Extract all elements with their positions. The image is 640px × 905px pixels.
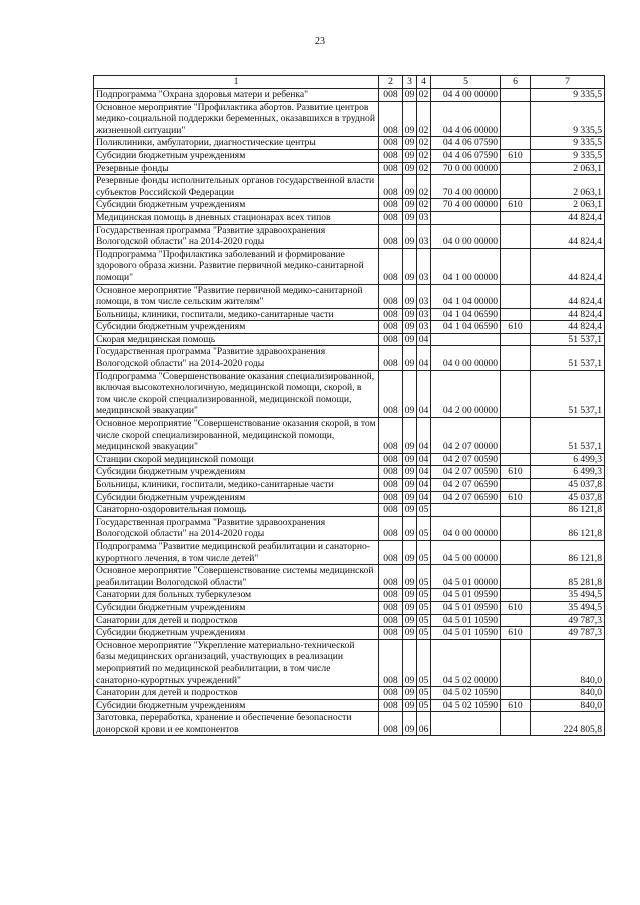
cell-amount: 9 335,5 <box>531 89 605 102</box>
table-row <box>94 149 605 162</box>
cell-expense-type: 610 <box>501 491 531 504</box>
cell-ministry-code: 008 <box>379 516 403 540</box>
cell-amount: 35 494,5 <box>531 601 605 614</box>
cell-expense-type <box>501 137 531 150</box>
cell-subsection-code: 05 <box>417 565 431 589</box>
cell-target-article: 04 0 00 00000 <box>431 346 501 370</box>
cell-target-article: 04 0 00 00000 <box>431 224 501 248</box>
cell-item-name: Подпрограмма "Охрана здоровья матери и ребенка" <box>94 89 379 102</box>
cell-amount: 51 537,1 <box>531 418 605 454</box>
cell-ministry-code: 008 <box>379 699 403 712</box>
cell-target-article: 04 1 04 06590 <box>431 321 501 334</box>
cell-item-name: Санаторно-оздоровительная помощь <box>94 504 379 517</box>
header-col-7: 7 <box>531 76 605 89</box>
cell-target-article: 04 5 01 09590 <box>431 589 501 602</box>
cell-ministry-code: 008 <box>379 614 403 627</box>
cell-ministry-code: 008 <box>379 491 403 504</box>
table-row <box>94 504 605 517</box>
cell-ministry-code: 008 <box>379 687 403 700</box>
cell-expense-type: 610 <box>501 149 531 162</box>
cell-item-name: Субсидии бюджетным учреждениям <box>94 491 379 504</box>
table-row <box>94 589 605 602</box>
cell-section-code: 09 <box>403 224 417 248</box>
cell-section-code: 09 <box>403 699 417 712</box>
cell-section-code: 09 <box>403 248 417 284</box>
header-col-1: 1 <box>94 76 379 89</box>
table-row <box>94 224 605 248</box>
table-row <box>94 418 605 454</box>
cell-ministry-code: 008 <box>379 308 403 321</box>
cell-amount: 45 037,8 <box>531 491 605 504</box>
table-row <box>94 639 605 686</box>
cell-item-name: Субсидии бюджетным учреждениям <box>94 627 379 640</box>
cell-subsection-code: 03 <box>417 248 431 284</box>
cell-target-article: 04 5 01 10590 <box>431 627 501 640</box>
cell-section-code: 09 <box>403 346 417 370</box>
cell-ministry-code: 008 <box>379 101 403 137</box>
cell-target-article: 04 2 07 06590 <box>431 479 501 492</box>
cell-expense-type <box>501 162 531 175</box>
cell-expense-type: 610 <box>501 199 531 212</box>
cell-target-article: 04 5 02 10590 <box>431 699 501 712</box>
cell-target-article: 04 2 00 00000 <box>431 370 501 417</box>
cell-subsection-code: 02 <box>417 175 431 199</box>
cell-subsection-code: 06 <box>417 712 431 736</box>
table-row <box>94 308 605 321</box>
table-row <box>94 565 605 589</box>
cell-section-code: 09 <box>403 540 417 564</box>
cell-expense-type <box>501 333 531 346</box>
cell-ministry-code: 008 <box>379 162 403 175</box>
cell-target-article: 04 2 07 00590 <box>431 466 501 479</box>
cell-item-name: Больницы, клиники, госпитали, медико-санитарные части <box>94 479 379 492</box>
cell-target-article: 04 1 00 00000 <box>431 248 501 284</box>
cell-section-code: 09 <box>403 565 417 589</box>
cell-expense-type <box>501 101 531 137</box>
cell-ministry-code: 008 <box>379 89 403 102</box>
header-col-5: 5 <box>431 76 501 89</box>
cell-subsection-code: 05 <box>417 627 431 640</box>
cell-subsection-code: 05 <box>417 699 431 712</box>
cell-expense-type <box>501 479 531 492</box>
cell-expense-type <box>501 589 531 602</box>
cell-section-code: 09 <box>403 453 417 466</box>
cell-section-code: 09 <box>403 175 417 199</box>
cell-item-name: Субсидии бюджетным учреждениям <box>94 321 379 334</box>
table-row <box>94 89 605 102</box>
cell-amount: 49 787,3 <box>531 614 605 627</box>
cell-amount: 2 063,1 <box>531 162 605 175</box>
cell-section-code: 09 <box>403 308 417 321</box>
cell-item-name: Основное мероприятие "Совершенствование оказания скорой, в том числе скорой специализированной, медицинской помощи, медицинской эвакуации" <box>94 418 379 454</box>
cell-item-name: Субсидии бюджетным учреждениям <box>94 199 379 212</box>
cell-amount: 44 824,4 <box>531 284 605 308</box>
cell-amount: 45 037,8 <box>531 479 605 492</box>
table-row <box>94 601 605 614</box>
cell-subsection-code: 02 <box>417 149 431 162</box>
cell-ministry-code: 008 <box>379 466 403 479</box>
cell-amount: 44 824,4 <box>531 211 605 224</box>
cell-item-name: Резервные фонды исполнительных органов государственной власти субъектов Российской Федерации <box>94 175 379 199</box>
cell-expense-type <box>501 504 531 517</box>
cell-expense-type <box>501 224 531 248</box>
cell-subsection-code: 05 <box>417 639 431 686</box>
cell-subsection-code: 05 <box>417 589 431 602</box>
cell-subsection-code: 02 <box>417 162 431 175</box>
cell-target-article: 04 5 01 09590 <box>431 601 501 614</box>
cell-section-code: 09 <box>403 614 417 627</box>
table-row <box>94 627 605 640</box>
table-body <box>94 89 605 736</box>
cell-ministry-code: 008 <box>379 712 403 736</box>
cell-amount: 9 335,5 <box>531 149 605 162</box>
cell-section-code: 09 <box>403 370 417 417</box>
cell-subsection-code: 04 <box>417 479 431 492</box>
header-col-3: 3 <box>403 76 417 89</box>
cell-ministry-code: 008 <box>379 248 403 284</box>
cell-expense-type <box>501 614 531 627</box>
cell-item-name: Субсидии бюджетным учреждениям <box>94 149 379 162</box>
cell-target-article: 70 4 00 00000 <box>431 199 501 212</box>
cell-expense-type <box>501 639 531 686</box>
cell-subsection-code: 04 <box>417 333 431 346</box>
table-row <box>94 614 605 627</box>
cell-subsection-code: 05 <box>417 687 431 700</box>
cell-expense-type <box>501 418 531 454</box>
cell-item-name: Основное мероприятие "Развитие первичной медико-санитарной помощи, в том числе сельским жителям" <box>94 284 379 308</box>
header-col-4: 4 <box>417 76 431 89</box>
cell-item-name: Санатории для детей и подростков <box>94 687 379 700</box>
table-row <box>94 137 605 150</box>
cell-target-article: 70 4 00 00000 <box>431 175 501 199</box>
cell-ministry-code: 008 <box>379 565 403 589</box>
cell-amount: 51 537,1 <box>531 370 605 417</box>
table-row <box>94 199 605 212</box>
cell-item-name: Подпрограмма "Профилактика заболеваний и формирование здорового образа жизни. Развитие первичной медико-санитарной помощи" <box>94 248 379 284</box>
cell-target-article: 04 2 07 00000 <box>431 418 501 454</box>
cell-section-code: 09 <box>403 199 417 212</box>
cell-section-code: 09 <box>403 89 417 102</box>
cell-target-article: 04 1 04 00000 <box>431 284 501 308</box>
cell-item-name: Государственная программа "Развитие здравоохранения Вологодской области" на 2014-2020 годы <box>94 224 379 248</box>
cell-ministry-code: 008 <box>379 504 403 517</box>
cell-expense-type <box>501 89 531 102</box>
cell-subsection-code: 05 <box>417 614 431 627</box>
cell-amount: 51 537,1 <box>531 333 605 346</box>
cell-expense-type <box>501 175 531 199</box>
cell-section-code: 09 <box>403 137 417 150</box>
cell-ministry-code: 008 <box>379 149 403 162</box>
cell-expense-type <box>501 370 531 417</box>
cell-target-article: 04 4 00 00000 <box>431 89 501 102</box>
cell-ministry-code: 008 <box>379 589 403 602</box>
table-row <box>94 712 605 736</box>
cell-section-code: 09 <box>403 321 417 334</box>
table-row <box>94 687 605 700</box>
header-col-6: 6 <box>501 76 531 89</box>
cell-target-article: 04 4 06 07590 <box>431 137 501 150</box>
cell-target-article: 04 5 02 10590 <box>431 687 501 700</box>
cell-subsection-code: 02 <box>417 101 431 137</box>
cell-target-article: 04 5 01 10590 <box>431 614 501 627</box>
cell-ministry-code: 008 <box>379 284 403 308</box>
table-row <box>94 479 605 492</box>
cell-section-code: 09 <box>403 589 417 602</box>
cell-target-article: 70 0 00 00000 <box>431 162 501 175</box>
table-row <box>94 333 605 346</box>
cell-item-name: Субсидии бюджетным учреждениям <box>94 466 379 479</box>
cell-amount: 44 824,4 <box>531 308 605 321</box>
cell-item-name: Больницы, клиники, госпитали, медико-санитарные части <box>94 308 379 321</box>
cell-target-article <box>431 333 501 346</box>
cell-ministry-code: 008 <box>379 627 403 640</box>
cell-subsection-code: 03 <box>417 224 431 248</box>
cell-target-article <box>431 504 501 517</box>
cell-ministry-code: 008 <box>379 175 403 199</box>
cell-amount: 9 335,5 <box>531 137 605 150</box>
cell-item-name: Государственная программа "Развитие здравоохранения Вологодской области" на 2014-2020 годы <box>94 516 379 540</box>
cell-target-article: 04 0 00 00000 <box>431 516 501 540</box>
cell-amount: 86 121,8 <box>531 516 605 540</box>
cell-subsection-code: 04 <box>417 453 431 466</box>
budget-table <box>93 75 605 736</box>
cell-section-code: 09 <box>403 687 417 700</box>
cell-section-code: 09 <box>403 418 417 454</box>
cell-amount: 6 499,3 <box>531 466 605 479</box>
cell-expense-type: 610 <box>501 321 531 334</box>
table-row <box>94 466 605 479</box>
cell-expense-type <box>501 284 531 308</box>
cell-expense-type: 610 <box>501 699 531 712</box>
cell-amount: 224 805,8 <box>531 712 605 736</box>
cell-subsection-code: 05 <box>417 601 431 614</box>
cell-subsection-code: 05 <box>417 540 431 564</box>
cell-item-name: Поликлиники, амбулатории, диагностические центры <box>94 137 379 150</box>
header-col-2: 2 <box>379 76 403 89</box>
cell-section-code: 09 <box>403 333 417 346</box>
table-row <box>94 321 605 334</box>
cell-expense-type <box>501 211 531 224</box>
table-row <box>94 453 605 466</box>
cell-amount: 44 824,4 <box>531 248 605 284</box>
table-row <box>94 491 605 504</box>
cell-section-code: 09 <box>403 712 417 736</box>
page-number: 23 <box>315 36 325 47</box>
cell-item-name: Скорая медицинская помощь <box>94 333 379 346</box>
cell-ministry-code: 008 <box>379 137 403 150</box>
cell-amount: 6 499,3 <box>531 453 605 466</box>
cell-section-code: 09 <box>403 504 417 517</box>
cell-expense-type <box>501 453 531 466</box>
cell-item-name: Санатории для детей и подростков <box>94 614 379 627</box>
cell-expense-type <box>501 540 531 564</box>
cell-section-code: 09 <box>403 627 417 640</box>
cell-expense-type <box>501 346 531 370</box>
cell-expense-type: 610 <box>501 627 531 640</box>
table-row <box>94 284 605 308</box>
cell-expense-type <box>501 687 531 700</box>
cell-ministry-code: 008 <box>379 370 403 417</box>
cell-amount: 840,0 <box>531 699 605 712</box>
cell-item-name: Подпрограмма "Совершенствование оказания специализированной, включая высокотехнологичную, медицинской помощи, скорой, в том числе скорой специализированной, медицинской помощи, медицинской эвакуации" <box>94 370 379 417</box>
cell-item-name: Резервные фонды <box>94 162 379 175</box>
cell-amount: 49 787,3 <box>531 627 605 640</box>
cell-section-code: 09 <box>403 601 417 614</box>
cell-expense-type: 610 <box>501 601 531 614</box>
cell-subsection-code: 03 <box>417 211 431 224</box>
cell-target-article: 04 4 06 00000 <box>431 101 501 137</box>
table-row <box>94 248 605 284</box>
cell-subsection-code: 03 <box>417 284 431 308</box>
cell-ministry-code: 008 <box>379 346 403 370</box>
cell-subsection-code: 02 <box>417 199 431 212</box>
cell-section-code: 09 <box>403 149 417 162</box>
cell-section-code: 09 <box>403 162 417 175</box>
cell-amount: 2 063,1 <box>531 175 605 199</box>
cell-expense-type <box>501 712 531 736</box>
cell-item-name: Станции скорой медицинской помощи <box>94 453 379 466</box>
cell-ministry-code: 008 <box>379 479 403 492</box>
cell-item-name: Заготовка, переработка, хранение и обеспечение безопасности донорской крови и ее компонентов <box>94 712 379 736</box>
cell-subsection-code: 04 <box>417 466 431 479</box>
cell-item-name: Подпрограмма "Развитие медицинской реабилитации и санаторно-курортного лечения, в том числе детей" <box>94 540 379 564</box>
cell-target-article: 04 2 07 00590 <box>431 453 501 466</box>
table-row <box>94 370 605 417</box>
cell-subsection-code: 02 <box>417 137 431 150</box>
table-row <box>94 699 605 712</box>
cell-amount: 44 824,4 <box>531 224 605 248</box>
cell-amount: 85 281,8 <box>531 565 605 589</box>
cell-item-name: Основное мероприятие "Совершенствование системы медицинской реабилитации Вологодской области" <box>94 565 379 589</box>
cell-expense-type <box>501 308 531 321</box>
cell-section-code: 09 <box>403 491 417 504</box>
cell-target-article: 04 1 04 06590 <box>431 308 501 321</box>
cell-amount: 2 063,1 <box>531 199 605 212</box>
cell-item-name: Санатории для больных туберкулезом <box>94 589 379 602</box>
cell-item-name: Субсидии бюджетным учреждениям <box>94 699 379 712</box>
cell-amount: 840,0 <box>531 687 605 700</box>
cell-item-name: Медицинская помощь в дневных стационарах всех типов <box>94 211 379 224</box>
cell-ministry-code: 008 <box>379 224 403 248</box>
table-row <box>94 346 605 370</box>
cell-target-article: 04 5 02 00000 <box>431 639 501 686</box>
cell-ministry-code: 008 <box>379 199 403 212</box>
cell-subsection-code: 04 <box>417 491 431 504</box>
cell-subsection-code: 04 <box>417 370 431 417</box>
cell-section-code: 09 <box>403 101 417 137</box>
table-row <box>94 516 605 540</box>
cell-amount: 35 494,5 <box>531 589 605 602</box>
cell-amount: 86 121,8 <box>531 540 605 564</box>
cell-section-code: 09 <box>403 479 417 492</box>
header-row <box>94 76 605 89</box>
cell-expense-type <box>501 248 531 284</box>
cell-section-code: 09 <box>403 639 417 686</box>
cell-expense-type <box>501 516 531 540</box>
cell-target-article: 04 5 01 00000 <box>431 565 501 589</box>
cell-target-article <box>431 712 501 736</box>
cell-subsection-code: 05 <box>417 504 431 517</box>
cell-ministry-code: 008 <box>379 453 403 466</box>
cell-ministry-code: 008 <box>379 211 403 224</box>
cell-section-code: 09 <box>403 284 417 308</box>
table-row <box>94 101 605 137</box>
cell-subsection-code: 04 <box>417 346 431 370</box>
cell-ministry-code: 008 <box>379 321 403 334</box>
cell-item-name: Субсидии бюджетным учреждениям <box>94 601 379 614</box>
cell-item-name: Основное мероприятие "Профилактика абортов. Развитие центров медико-социальной поддержки беременных, оказавшихся в трудной жизненной ситуации" <box>94 101 379 137</box>
cell-item-name: Основное мероприятие "Укрепление материально-технической базы медицинских организаций, участвующих в реализации мероприятий по медицинской реабилитации, в том числе санаторно-курортных учреждений" <box>94 639 379 686</box>
cell-amount: 86 121,8 <box>531 504 605 517</box>
cell-ministry-code: 008 <box>379 540 403 564</box>
cell-section-code: 09 <box>403 466 417 479</box>
cell-amount: 51 537,1 <box>531 346 605 370</box>
cell-expense-type: 610 <box>501 466 531 479</box>
cell-section-code: 09 <box>403 516 417 540</box>
cell-item-name: Государственная программа "Развитие здравоохранения Вологодской области" на 2014-2020 годы <box>94 346 379 370</box>
cell-amount: 9 335,5 <box>531 101 605 137</box>
cell-target-article: 04 5 00 00000 <box>431 540 501 564</box>
cell-target-article: 04 4 06 07590 <box>431 149 501 162</box>
cell-subsection-code: 02 <box>417 89 431 102</box>
table-row <box>94 175 605 199</box>
cell-amount: 840,0 <box>531 639 605 686</box>
cell-ministry-code: 008 <box>379 333 403 346</box>
table-row <box>94 162 605 175</box>
cell-ministry-code: 008 <box>379 418 403 454</box>
cell-section-code: 09 <box>403 211 417 224</box>
cell-subsection-code: 03 <box>417 321 431 334</box>
table-row <box>94 540 605 564</box>
cell-amount: 44 824,4 <box>531 321 605 334</box>
cell-target-article: 04 2 07 06590 <box>431 491 501 504</box>
cell-ministry-code: 008 <box>379 639 403 686</box>
cell-subsection-code: 03 <box>417 308 431 321</box>
table-row <box>94 211 605 224</box>
cell-target-article <box>431 211 501 224</box>
cell-subsection-code: 04 <box>417 418 431 454</box>
cell-ministry-code: 008 <box>379 601 403 614</box>
cell-subsection-code: 05 <box>417 516 431 540</box>
cell-expense-type <box>501 565 531 589</box>
